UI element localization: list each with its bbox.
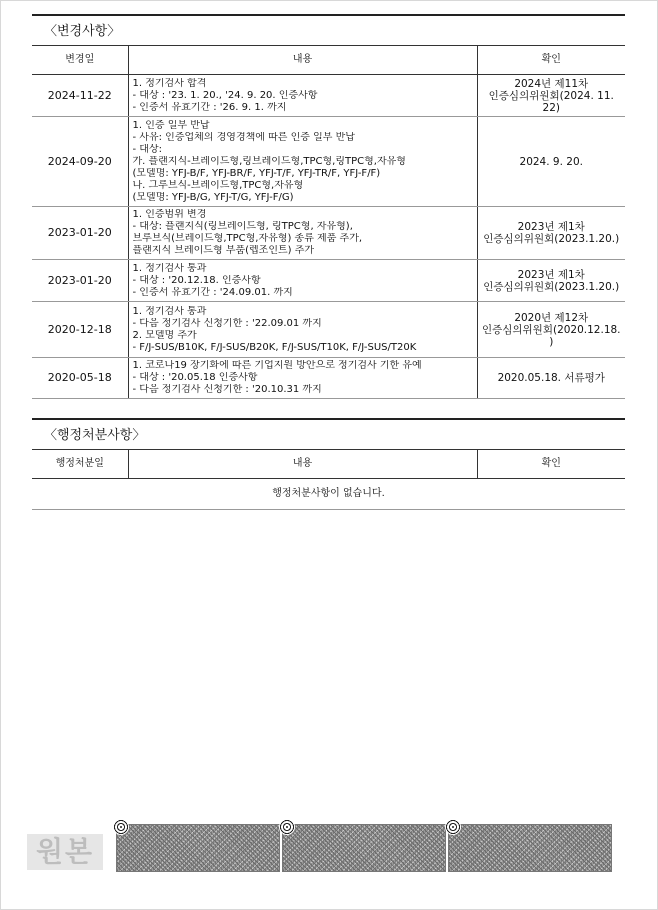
change-confirm [477,207,625,260]
empty-message: 행정처분사항이 없습니다. [32,479,625,510]
pattern-mark [113,819,129,835]
change-row [32,260,625,302]
changes-title: 〈변경사항〉 [32,14,625,45]
change-date: 2023-01-20 [32,260,128,302]
change-content [128,75,477,117]
sanctions-section [32,418,625,510]
sanctions-table [32,449,625,510]
header-confirm: 확인 [477,450,625,479]
content-line: - 인증서 유효기간 : '26. 9. 1. 까지 [132,101,287,113]
content-line: - 대상: [132,143,162,155]
change-content [128,117,477,207]
header-content: 내용 [128,46,477,75]
confirm-line: 2020년 제12차 [514,311,589,324]
original-stamp: 원본 [27,834,103,870]
change-content [128,358,477,399]
security-barcode-3 [448,824,612,872]
content-line: 1. 코로나19 장기화에 따른 기업지원 방안으로 정기검사 기한 유예 [132,360,422,371]
security-barcode-1 [116,824,280,872]
content-line: 브루브식(브레이드형,TPC형,자유형) 종류 제품 추가, [132,233,363,244]
content-line: (모델명: YFJ-B/F, YFJ-BR/F, YFJ-T/F, YFJ-TR/F, YFJ-F/F) [132,167,381,179]
change-content [128,207,477,260]
content-line: 1. 정기검사 통과 [132,262,207,274]
content-line: - 다음 정기검사 신청기한 : '20.10.31 까지 [132,384,322,395]
changes-table [32,45,625,399]
change-date: 2024-11-22 [32,75,128,117]
content-line: - 다음 정기검사 신청기한 : '22.09.01 까지 [132,317,322,329]
confirm-line: 22) [542,101,560,114]
confirm-line: 인증심의위원회(2023.1.20.) [483,280,620,293]
confirm-line: 인증심의위원회(2024. 11. [488,89,614,102]
sanctions-empty-row [32,479,625,510]
content-line: 2. 모델명 추가 [132,329,197,341]
changes-section [32,14,625,399]
change-content [128,302,477,358]
content-line: 플랜지식 브레이드형 부품(렙조인트) 추가 [132,245,315,256]
header-date: 변경일 [32,46,128,75]
content-line: (모델명: YFJ-B/G, YFJ-T/G, YFJ-F/G) [132,191,294,203]
content-line: 1. 정기검사 통과 [132,305,207,317]
change-date: 2020-05-18 [32,358,128,399]
content-line: 1. 인증범위 변경 [132,209,207,220]
content-line: 가. 플랜지식-브레이드형,링브레이드형,TPC형,링TPC형,자유형 [132,155,406,167]
change-content [128,260,477,302]
content-line: - 대상 : '20.12.18. 인증사항 [132,274,261,286]
confirm-line: ) [549,335,554,348]
content-line: - 인증서 유효기간 : '24.09.01. 까지 [132,286,293,298]
confirm-line: 2020.05.18. 서류평가 [497,372,605,384]
content-line: - 대상: 플랜지식(링브레이드형, 링TPC형, 자유형), [132,221,353,232]
change-row [32,207,625,260]
pattern-mark [279,819,295,835]
change-row [32,75,625,117]
change-confirm [477,302,625,358]
content-line: - 대상 : '20.05.18 인증사항 [132,372,258,383]
confirm-line: 인증심의위원회(2020.12.18. [481,323,621,336]
confirm-line: 인증심의위원회(2023.1.20.) [483,233,620,245]
changes-header-row [32,46,625,75]
confirm-line: 2024년 제11차 [514,77,589,90]
change-date: 2020-12-18 [32,302,128,358]
header-confirm: 확인 [477,46,625,75]
change-row [32,117,625,207]
content-line: 1. 정기검사 합격 [132,77,207,89]
change-confirm [477,260,625,302]
confirm-line: 2023년 제1차 [517,268,585,281]
content-line: - 사유: 인증업체의 경영경책에 따른 인증 일부 반납 [132,131,355,143]
content-line: - F/J-SUS/B10K, F/J-SUS/B20K, F/J-SUS/T10K, F/J-SUS/T20K [132,341,417,353]
change-date: 2024-09-20 [32,117,128,207]
change-row [32,358,625,399]
content-line: 나. 그루브식-브레이드형,TPC형,자유형 [132,179,304,191]
confirm-line: 2024. 9. 20. [519,155,583,168]
sanctions-title: 〈행정처분사항〉 [32,418,625,449]
header-date: 행정처분일 [32,450,128,479]
pattern-mark [445,819,461,835]
content-line: - 대상 : '23. 1. 20., '24. 9. 20. 인증사항 [132,89,318,101]
change-confirm [477,75,625,117]
change-row [32,302,625,358]
change-confirm [477,358,625,399]
change-date: 2023-01-20 [32,207,128,260]
confirm-line: 2023년 제1차 [517,221,585,233]
change-confirm [477,117,625,207]
content-line: 1. 인증 일부 반납 [132,119,210,131]
header-content: 내용 [128,450,477,479]
security-barcode-2 [282,824,446,872]
sanctions-header-row [32,450,625,479]
